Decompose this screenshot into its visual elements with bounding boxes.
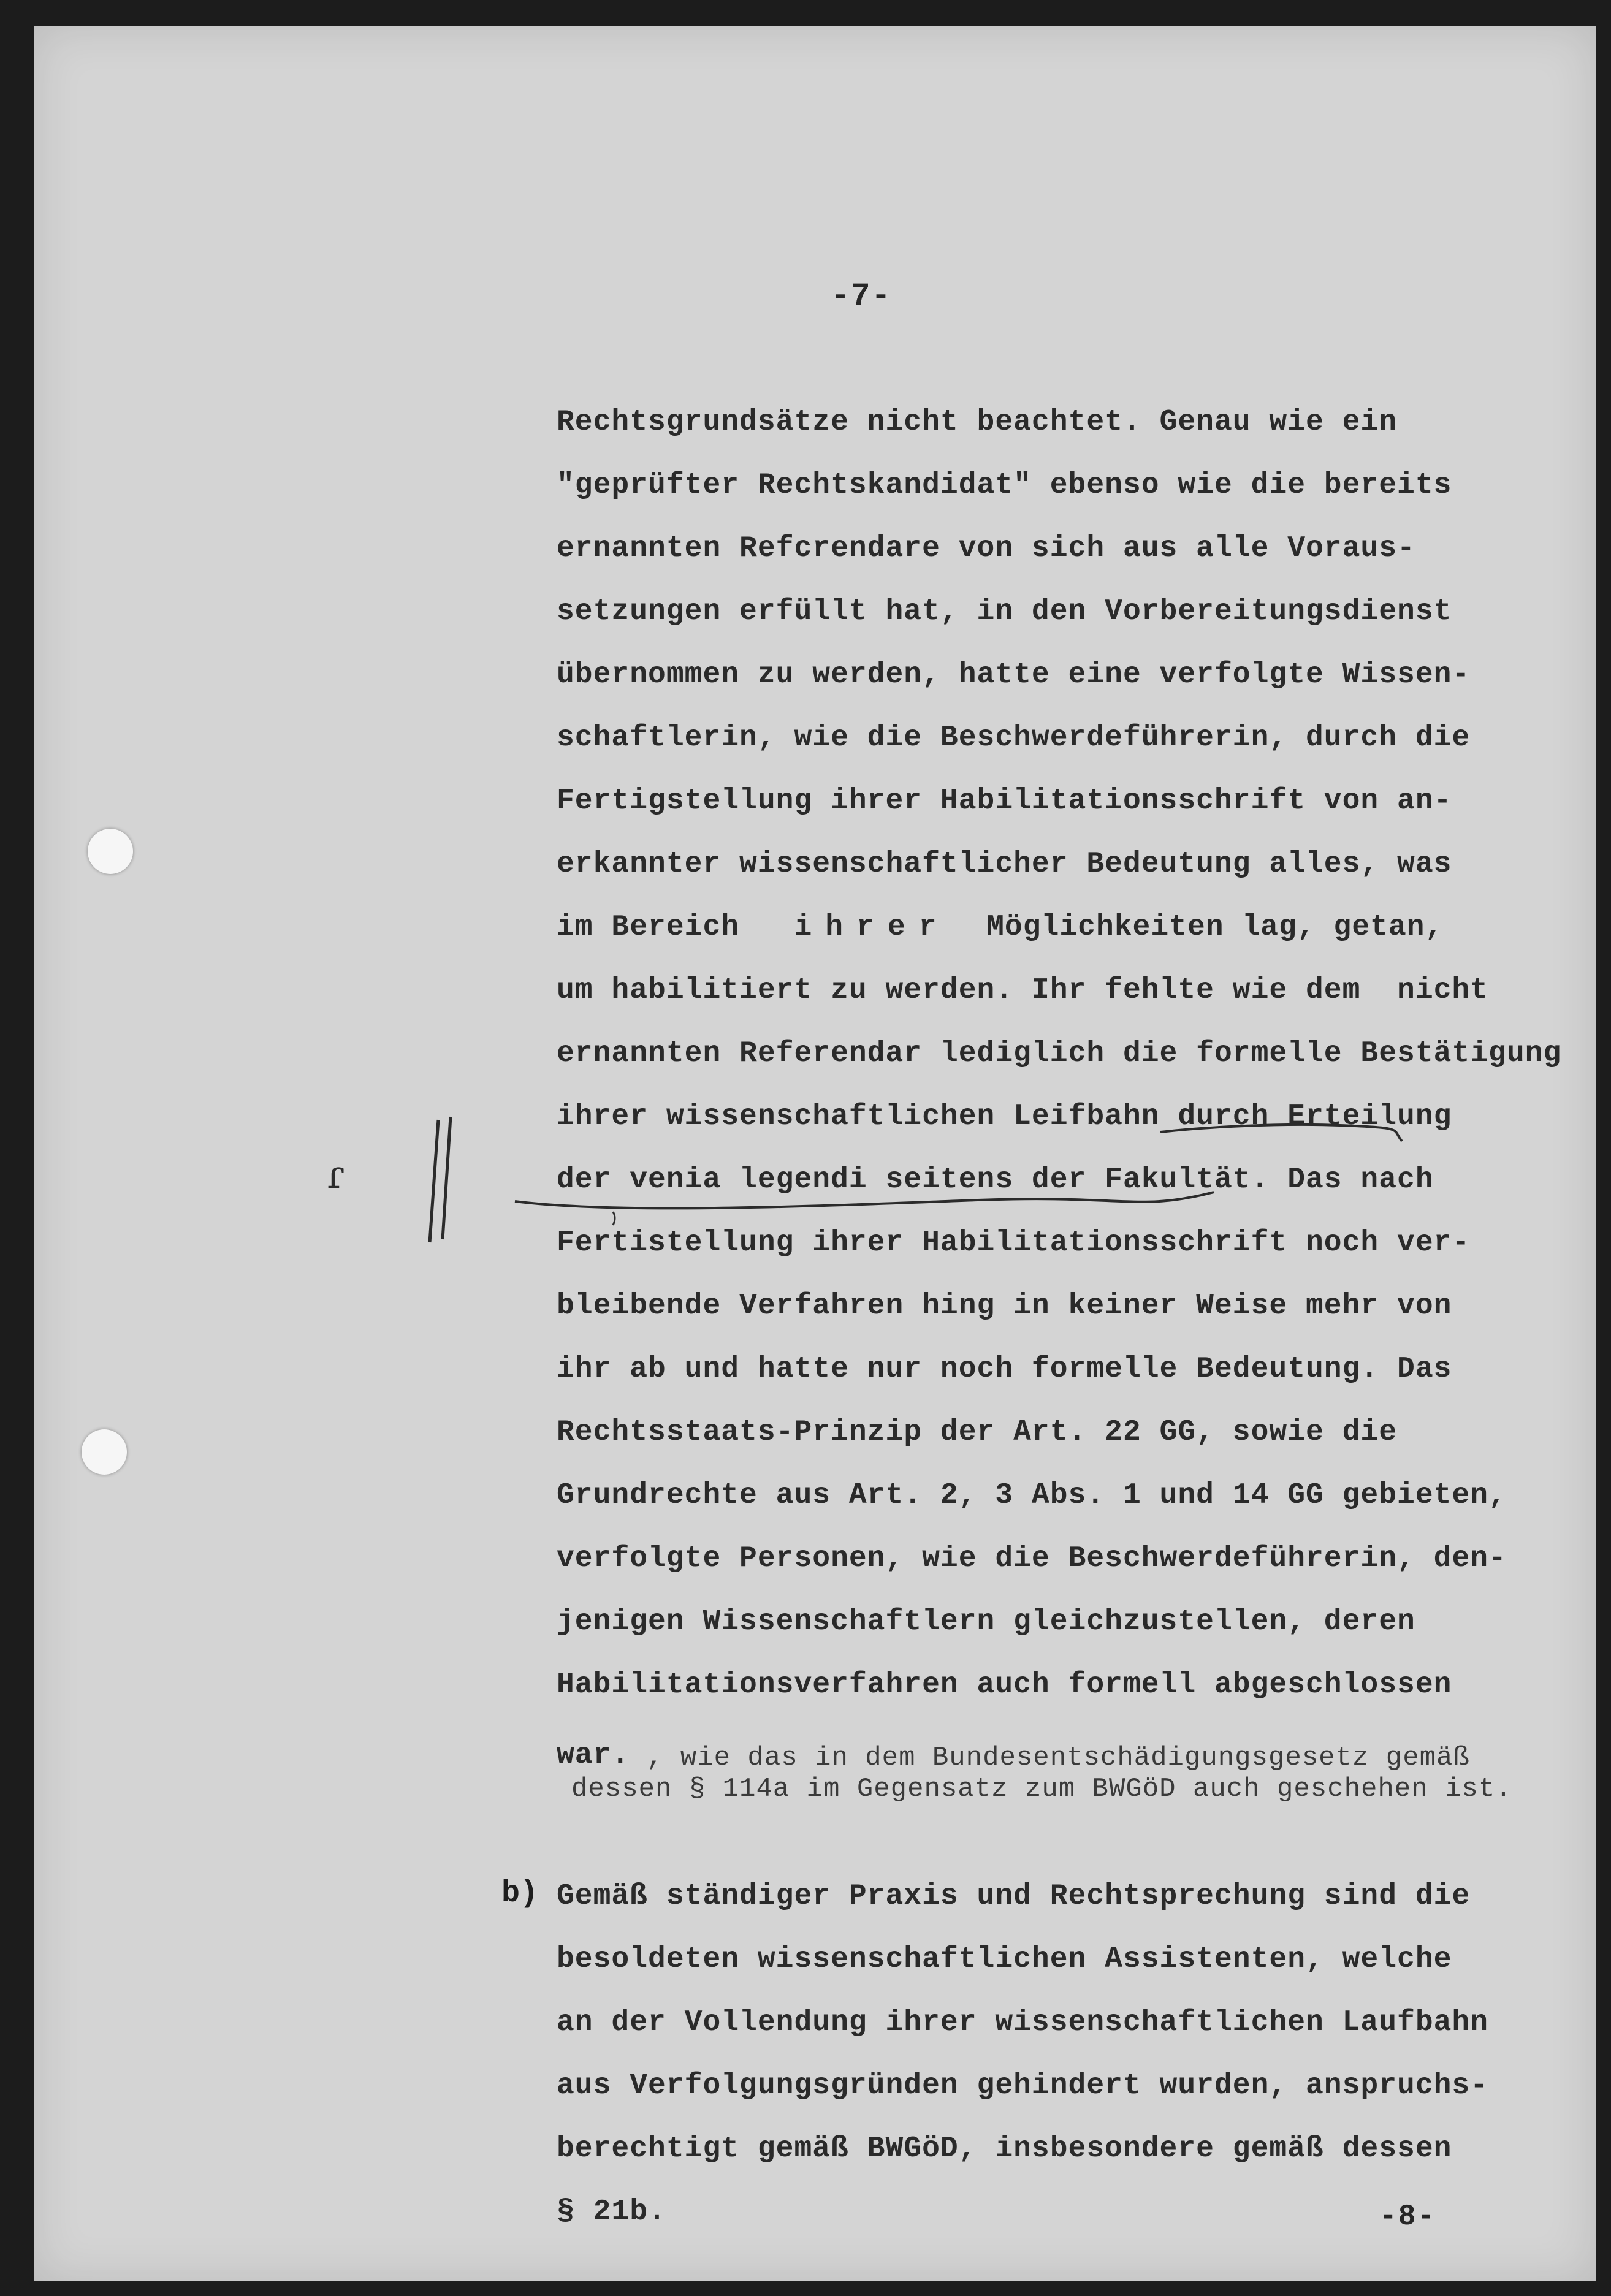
text-line: verfolgte Personen, wie die Beschwerdeführerin, den- [557, 1542, 1507, 1575]
text-line: Habilitationsverfahren auch formell abgeschlossen [557, 1668, 1452, 1701]
text-line: "geprüfter Rechtskandidat" ebenso wie die bereits [557, 469, 1452, 502]
text-line: Rechtsgrundsätze nicht beachtet. Genau wie ein [557, 406, 1398, 439]
text-line: § 21b. [557, 2195, 666, 2229]
insertion-mark [613, 1212, 615, 1225]
text-line: schaftlerin, wie die Beschwerdeführerin, durch die [557, 721, 1471, 755]
text-line: jenigen Wissenschaftlern gleichzustellen, deren [557, 1605, 1415, 1638]
text-line: übernommen zu werden, hatte eine verfolgte Wissen- [557, 658, 1471, 691]
text-line: Fertigstellung ihrer Habilitationsschrift von an- [557, 785, 1452, 818]
margin-line-left [430, 1120, 438, 1242]
text-line: besoldeten wissenschaftlichen Assistenten, welche [557, 1943, 1452, 1976]
inserted-text: dessen § 114a im Gegensatz zum BWGöD auch geschehen ist. [571, 1774, 1512, 1804]
list-marker: b) [501, 1876, 539, 1911]
text-line: berechtigt gemäß BWGöD, insbesondere gemäß dessen [557, 2132, 1452, 2165]
text-line: ihrer wissenschaftlichen Leifbahn durch Erteilung [557, 1100, 1452, 1133]
text-segment: Möglichkeiten lag, getan, [986, 911, 1444, 944]
text-line [557, 911, 1443, 944]
text-line: aus Verfolgungsgründen gehindert wurden, anspruchs- [557, 2069, 1489, 2102]
inserted-text: , wie das in dem Bundesentschädigungsgesetz gemäß [647, 1743, 1470, 1773]
margin-line-right [443, 1117, 451, 1239]
page-number: -7- [831, 278, 892, 314]
margin-mark: ɾ [327, 1152, 345, 1198]
text-line: um habilitiert zu werden. Ihr fehlte wie dem nicht [557, 974, 1489, 1007]
text-line: der venia legendi seitens der Fakultät. Das nach [557, 1163, 1434, 1196]
text-line: an der Vollendung ihrer wissenschaftlichen Laufbahn [557, 2006, 1489, 2039]
text-line: erkannter wissenschaftlicher Bedeutung alles, was [557, 848, 1452, 881]
text-line: Gemäß ständiger Praxis und Rechtsprechung sind die [557, 1880, 1471, 1913]
text-line: setzungen erfüllt hat, in den Vorbereitungsdienst [557, 595, 1452, 628]
text-line: Grundrechte aus Art. 2, 3 Abs. 1 und 14 GG gebieten, [557, 1479, 1507, 1512]
text-line: Fertistellung ihrer Habilitationsschrift noch ver- [557, 1226, 1471, 1260]
punch-hole-lower [82, 1429, 127, 1475]
text-line: ernannten Referendar lediglich die formelle Bestätigung [557, 1037, 1562, 1070]
punch-hole-upper [88, 829, 133, 874]
text-line: ihr ab und hatte nur noch formelle Bedeutung. Das [557, 1353, 1452, 1386]
text-line: ernannten Refcrendare von sich aus alle Voraus- [557, 532, 1415, 565]
continuation-marker: -8- [1379, 2200, 1436, 2233]
document-page [34, 26, 1596, 2281]
text-line: Rechtsstaats-Prinzip der Art. 22 GG, sowie die [557, 1416, 1398, 1449]
text-segment: im Bereich [557, 911, 740, 944]
text-line: war. [557, 1739, 630, 1772]
emphasized-word: ihrer [794, 911, 950, 944]
text-line: bleibende Verfahren hing in keiner Weise mehr von [557, 1290, 1452, 1323]
